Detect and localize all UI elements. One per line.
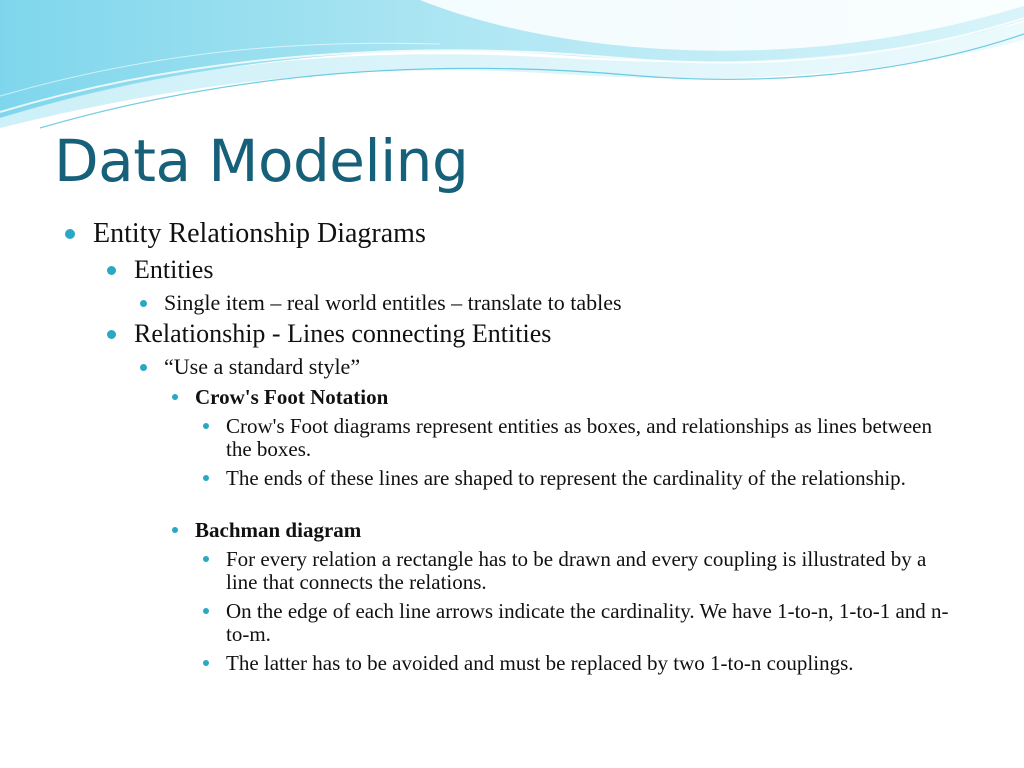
bullet-text: Relationship - Lines connecting Entities	[134, 319, 552, 348]
bullet-item	[164, 290, 622, 316]
bullet-dot-icon	[65, 229, 75, 239]
bullet-item	[134, 319, 551, 349]
bullet-dot-icon	[107, 266, 116, 275]
bullet-item	[93, 218, 426, 250]
bullet-text: Crow's Foot Notation	[195, 385, 389, 409]
bullet-dot-icon	[203, 475, 209, 481]
bullet-item	[226, 548, 951, 594]
bullet-dot-icon	[140, 300, 147, 307]
bullet-text: Entities	[134, 255, 214, 284]
bullet-dot-icon	[107, 330, 116, 339]
bullet-item	[226, 415, 951, 461]
bullet-text: The latter has to be avoided and must be replaced by two 1-to-n couplings.	[226, 651, 854, 675]
bullet-dot-icon	[203, 556, 209, 562]
bullet-text: On the edge of each line arrows indicate the cardinality. We have 1-to-n, 1-to-1 and n-to-m.	[226, 599, 949, 646]
bullet-text: The ends of these lines are shaped to represent the cardinality of the relationship.	[226, 466, 906, 490]
bullet-item	[226, 600, 951, 646]
bullet-text: Entity Relationship Diagrams	[93, 218, 426, 249]
bullet-item	[195, 518, 361, 542]
slide-title: Data Modeling	[54, 127, 469, 195]
bullet-text: For every relation a rectangle has to be drawn and every coupling is illustrated by a line that connects the relations.	[226, 547, 927, 594]
bullet-dot-icon	[203, 660, 209, 666]
bullet-text: Crow's Foot diagrams represent entities as boxes, and relationships as lines between the boxes.	[226, 414, 932, 461]
bullet-dot-icon	[172, 394, 178, 400]
bullet-text: “Use a standard style”	[164, 354, 361, 379]
bullet-item	[134, 255, 213, 285]
bullet-dot-icon	[172, 527, 178, 533]
bullet-dot-icon	[203, 423, 209, 429]
bullet-item	[226, 467, 951, 490]
bullet-dot-icon	[203, 608, 209, 614]
bullet-dot-icon	[140, 364, 147, 371]
bullet-item	[164, 354, 360, 380]
bullet-item	[195, 385, 388, 409]
bullet-item	[226, 652, 951, 675]
bullet-text: Bachman diagram	[195, 518, 362, 542]
bullet-text: Single item – real world entitles – translate to tables	[164, 290, 622, 315]
